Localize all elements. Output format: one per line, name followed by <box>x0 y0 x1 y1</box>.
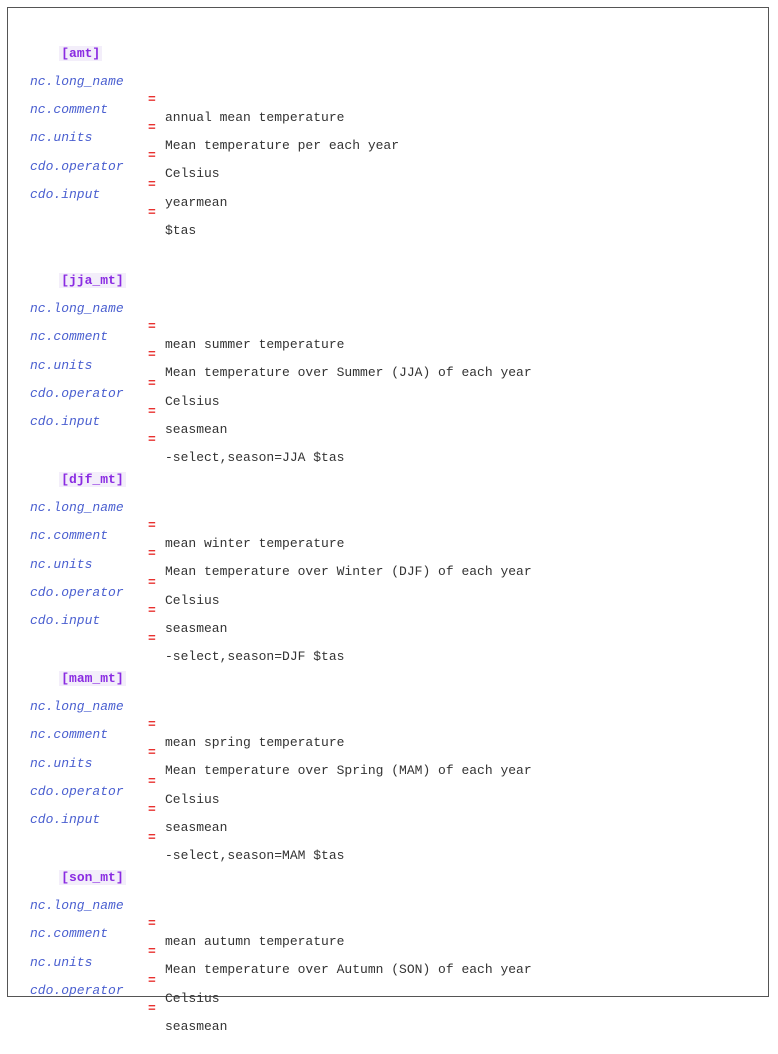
equals-sign: = <box>148 774 156 789</box>
entry-value: seasmean <box>165 820 228 835</box>
equals-sign: = <box>148 1001 156 1016</box>
section-header-jja-mt <box>30 254 126 288</box>
document-frame <box>7 7 769 1034</box>
entry-value: -select,season=DJF $tas <box>165 649 345 664</box>
entry-key: cdo.operator <box>30 784 124 799</box>
equals-sign: = <box>148 717 156 732</box>
entry-key: nc.comment <box>30 329 109 344</box>
entry-value: Mean temperature over Autumn (SON) of each year <box>165 962 532 977</box>
entry-key: nc.units <box>30 358 93 373</box>
entry-key: nc.comment <box>30 727 109 742</box>
entry-value: Mean temperature over Spring (MAM) of each year <box>165 763 532 778</box>
equals-sign: = <box>148 404 156 419</box>
equals-sign: = <box>148 92 156 107</box>
entry-key: cdo.operator <box>30 159 124 174</box>
entry-key: nc.long_name <box>30 500 124 515</box>
section-header-djf-mt <box>30 453 126 487</box>
equals-sign: = <box>148 148 156 163</box>
entry-value: seasmean <box>165 422 228 437</box>
equals-sign: = <box>148 631 156 646</box>
entry-key: cdo.operator <box>30 983 124 998</box>
entry-value: annual mean temperature <box>165 110 345 125</box>
equals-sign: = <box>148 432 156 447</box>
entry-value: Mean temperature over Summer (JJA) of each year <box>165 365 532 380</box>
entry-key: nc.long_name <box>30 699 124 714</box>
section-header-mam-mt <box>30 652 126 686</box>
entry-value: yearmean <box>165 195 228 210</box>
section-header-label: [amt] <box>61 46 101 61</box>
entry-value: mean spring temperature <box>165 735 345 750</box>
equals-sign: = <box>148 347 156 362</box>
entry-value: $tas <box>165 223 197 238</box>
equals-sign: = <box>148 973 156 988</box>
entry-key: cdo.operator <box>30 585 124 600</box>
entry-value: Celsius <box>165 792 220 807</box>
equals-sign: = <box>148 518 156 533</box>
entry-key: nc.units <box>30 557 93 572</box>
section-header-label: [mam_mt] <box>61 671 124 686</box>
section-header-amt <box>30 27 102 61</box>
section-header-son-mt <box>30 851 126 885</box>
entry-key: nc.units <box>30 955 93 970</box>
entry-key: cdo.input <box>30 613 101 628</box>
equals-sign: = <box>148 603 156 618</box>
entry-key: nc.long_name <box>30 74 124 89</box>
entry-value: Celsius <box>165 394 220 409</box>
entry-key: nc.comment <box>30 926 109 941</box>
equals-sign: = <box>148 830 156 845</box>
equals-sign: = <box>148 944 156 959</box>
equals-sign: = <box>148 546 156 561</box>
equals-sign: = <box>148 916 156 931</box>
equals-sign: = <box>148 802 156 817</box>
equals-sign: = <box>148 319 156 334</box>
entry-value: mean winter temperature <box>165 536 345 551</box>
entry-key: nc.units <box>30 756 93 771</box>
section-header-label: [djf_mt] <box>61 472 124 487</box>
entry-value: seasmean <box>165 1019 228 1034</box>
entry-value: Celsius <box>165 991 220 1006</box>
equals-sign: = <box>148 745 156 760</box>
entry-key: cdo.input <box>30 187 101 202</box>
equals-sign: = <box>148 575 156 590</box>
section-header-label: [jja_mt] <box>61 273 124 288</box>
entry-value: -select,season=JJA $tas <box>165 450 345 465</box>
equals-sign: = <box>148 376 156 391</box>
entry-key: cdo.operator <box>30 386 124 401</box>
entry-value: Celsius <box>165 593 220 608</box>
entry-value: mean summer temperature <box>165 337 345 352</box>
section-header-label: [son_mt] <box>61 870 124 885</box>
entry-value: -select,season=MAM $tas <box>165 848 345 863</box>
entry-key: nc.units <box>30 130 93 145</box>
equals-sign: = <box>148 177 156 192</box>
entry-key: nc.long_name <box>30 301 124 316</box>
entry-value: seasmean <box>165 621 228 636</box>
entry-value: Celsius <box>165 166 220 181</box>
entry-key: nc.comment <box>30 528 109 543</box>
entry-value: mean autumn temperature <box>165 934 345 949</box>
equals-sign: = <box>148 205 156 220</box>
entry-key: cdo.input <box>30 812 101 827</box>
entry-key: cdo.input <box>30 414 101 429</box>
equals-sign: = <box>148 120 156 135</box>
entry-key: nc.comment <box>30 102 109 117</box>
entry-value: Mean temperature over Winter (DJF) of each year <box>165 564 532 579</box>
entry-key: nc.long_name <box>30 898 124 913</box>
entry-value: Mean temperature per each year <box>165 138 400 153</box>
